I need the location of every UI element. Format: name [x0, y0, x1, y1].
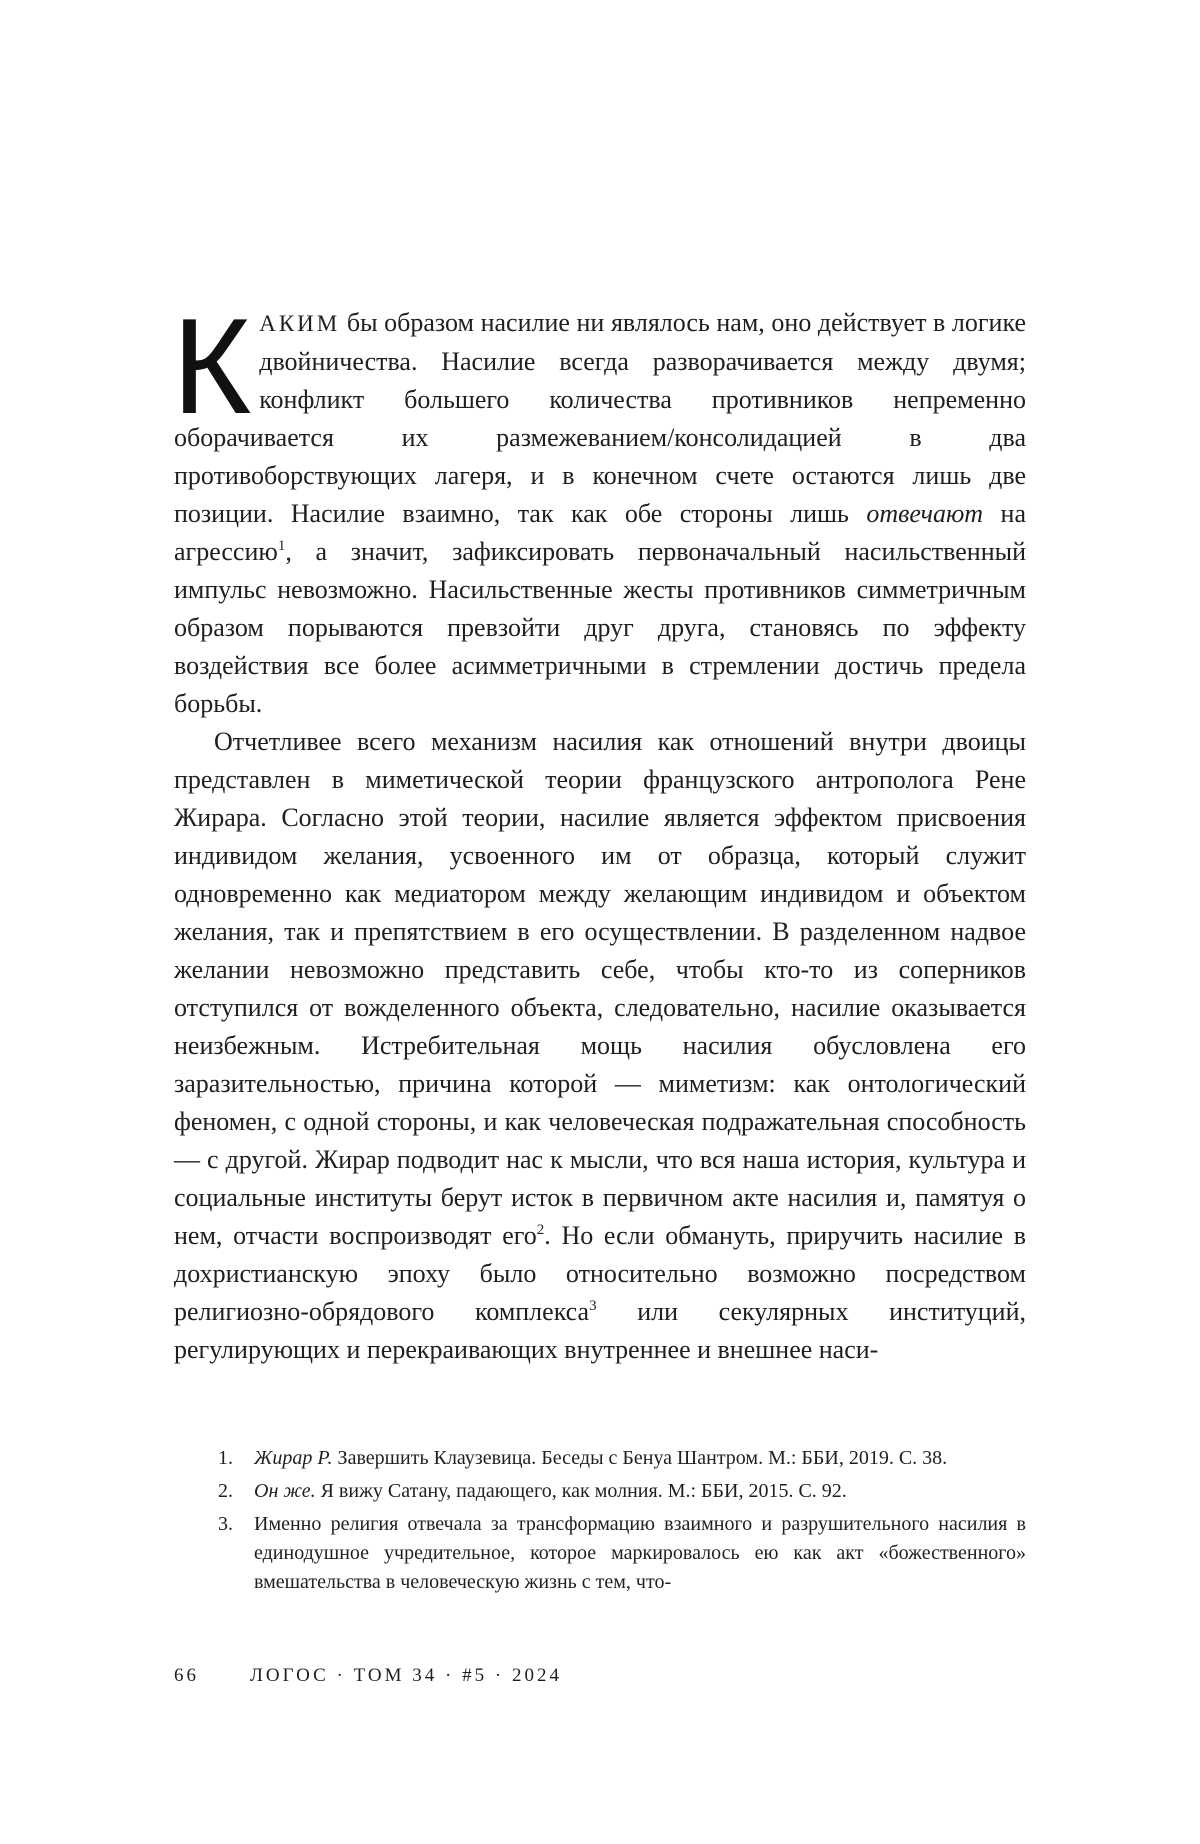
- footnote-number: 1.: [218, 1447, 233, 1469]
- footnote-text: Завершить Клаузевица. Беседы с Бенуа Шантром. М.: ББИ, 2019. С. 38.: [332, 1447, 948, 1469]
- footnote-3: [218, 1510, 1026, 1597]
- journal-title: ЛОГОС · ТОМ 34 · #5 · 2024: [250, 1665, 562, 1686]
- paragraph-2: [174, 723, 1026, 1369]
- paragraph-1-text-a: бы образом насилие ни являлось нам, оно действует в логике двойничества. Насилие всегда разворачивается между двумя; конфликт большего количества противников непременно оборачивается их размежеванием/консолидацией в два противоборствующих лагеря, и в конечном счете остаются лишь две позиции. Насилие взаимно, так как обе стороны лишь: [174, 308, 1026, 528]
- footnote-number: 3.: [218, 1513, 233, 1535]
- footnote-ref-2[interactable]: 2: [536, 1222, 545, 1238]
- paragraph-2-text-b: . Но если обмануть, приручить насилие в дохристианскую эпоху было относительно возможно посредством религиозно-обрядового комплекса: [174, 1221, 1027, 1326]
- footnote-text: Именно религия отвечала за трансформацию взаимного и разрушительного насилия в единодушное учредительное, которое маркировалось ею как акт «божественного» вмешательства в человеческую жизнь с тем, что-: [254, 1513, 1026, 1593]
- small-caps-lead: АКИМ: [259, 311, 341, 336]
- footnote-ref-1[interactable]: 1: [277, 538, 286, 554]
- paragraph-1-text-b: на агрессию: [174, 499, 1026, 566]
- footnote-author: Жирар Р.: [254, 1447, 333, 1469]
- paragraph-1: [172, 290, 1026, 723]
- footnote-author: Он же.: [254, 1480, 316, 1502]
- page-number: 66: [174, 1665, 199, 1686]
- drop-cap: К: [172, 290, 252, 442]
- italic-word: отвечают: [866, 499, 984, 528]
- paragraph-1-text-c: , а значит, зафиксировать первоначальный насильственный импульс невозможно. Насильственные жесты противников симметричным образом порываются превзойти друг друга, становясь по эффекту воздействия все более асимметричными в стремлении достичь предела борьбы.: [174, 537, 1026, 718]
- footnote-number: 2.: [218, 1480, 233, 1502]
- paragraph-2-text-c: или секулярных институций, регулирующих и перекраивающих внутреннее и внешнее наси-: [174, 1297, 1027, 1364]
- footnote-text: Я вижу Сатану, падающего, как молния. М.: ББИ, 2015. С. 92.: [315, 1480, 847, 1502]
- paragraph-2-text-a: Отчетливее всего механизм насилия как отношений внутри двоицы представлен в миметической теории французского антрополога Рене Жирара. Согласно этой теории, насилие является эффектом присвоения индивидом желания, усвоенного им от образца, который служит одновременно как медиатором между желающим индивидом и объектом желания, так и препятствием в его осуществлении. В разделенном надвое желании невозможно представить себе, чтобы кто-то из соперников отступился от вожделенного объекта, следовательно, насилие оказывается неизбежным. Истребительная мощь насилия обусловлена его заразительностью, причина которой — миметизм: как онтологический феномен, с одной стороны, и как человеческая подражательная способность — с другой. Жирар подводит нас к мысли, что вся наша история, культура и социальные институты берут исток в первичном акте насилия и, памятуя о нем, отчасти воспроизводят его: [174, 727, 1026, 1250]
- footnote-1: [218, 1444, 1026, 1473]
- footnote-2: [218, 1477, 1026, 1506]
- main-text: [172, 290, 1027, 1369]
- footnotes: [218, 1444, 1026, 1601]
- footnote-ref-3[interactable]: 3: [589, 1298, 597, 1314]
